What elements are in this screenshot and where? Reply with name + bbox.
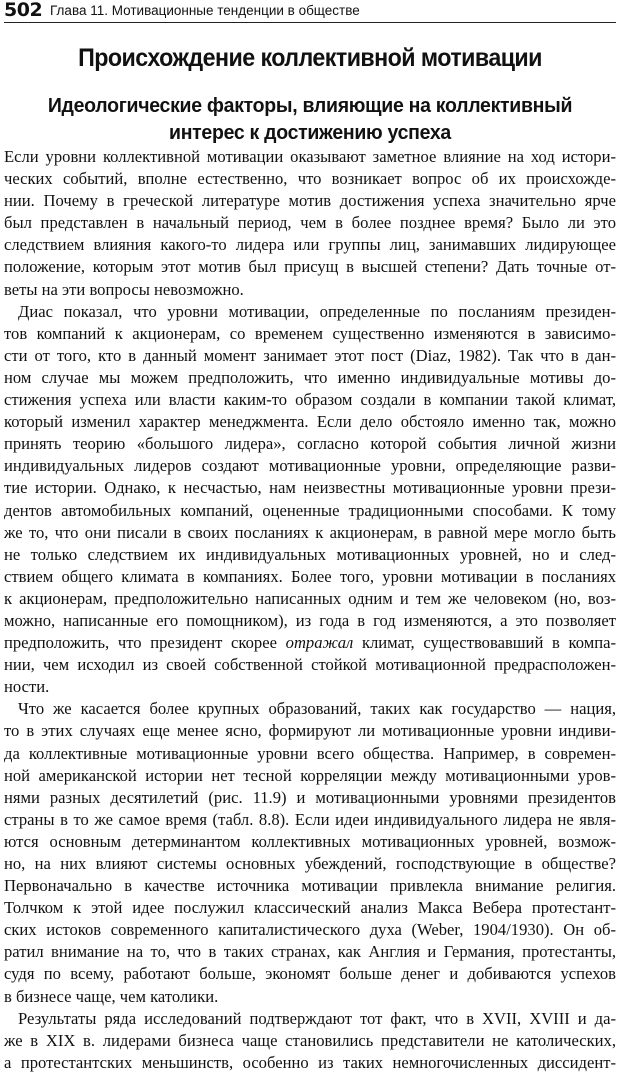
- text-line: к акционерам, предположительно написанных одним и тем же человеком (но, воз-: [4, 588, 616, 608]
- text-line: который изменил характер менеджмента. Если дело обстояло именно так, можно: [4, 412, 616, 432]
- subsection-title-line-1: Идеологические факторы, влияющие на коллективный: [47, 94, 573, 117]
- text-line: ной американской истории нет тесной корреляции между мотивационными уров-: [4, 765, 616, 785]
- text-line: нии, чем исходил из своей собственной стойкой мотивационной предрасположен-: [4, 655, 616, 675]
- section-title: Происхождение коллективной мотивации: [78, 44, 542, 72]
- text-line: Если уровни коллективной мотивации оказывают заметное влияние на ход истори-: [4, 147, 616, 166]
- text-line: Толчком к этой идее послужил классический анализ Макса Вебера протестант-: [4, 898, 616, 918]
- emphasis-word: отражал: [285, 633, 354, 653]
- text-line: дентов автомобильных компаний, оцененные традиционными способами. К тому: [4, 500, 616, 520]
- text-segment: предположить, что президент скорее: [4, 633, 277, 653]
- body-text: [4, 146, 616, 1074]
- text-segment: климат, существовавший в компа-: [361, 633, 616, 653]
- subsection-title: [16, 92, 605, 146]
- text-line: же в XIX в. лидерами бизнеса чаще становились представители не католических,: [4, 1030, 616, 1050]
- text-line: же то, что они писали в своих посланиях к акционерам, в равной мере могло быть: [4, 522, 616, 542]
- text-line: нями разных десятилетий (рис. 11.9) и мотивационными уровнями президентов: [4, 787, 616, 807]
- text-line: ских истоков современного капиталистического духа (Weber, 1904/1930). Он об-: [4, 920, 616, 940]
- text-line: не только следствием их индивидуальных мотивационных уровней, но и след-: [4, 544, 616, 564]
- text-line: судя по всему, работают больше, экономят больше денег и добиваются успехов: [4, 964, 616, 984]
- text-line: в бизнесе чаще, чем католики.: [4, 986, 219, 1006]
- text-line: сти от того, кто в данный момент занимает этот пост (Diaz, 1982). Так что в дан-: [4, 345, 616, 365]
- text-line-with-emphasis: [4, 632, 616, 654]
- text-line: Диас показал, что уровни мотивации, определенные по посланиям президен-: [18, 301, 616, 321]
- text-line: тов компаний к акционерам, со временем существенно изменяются в зависимо-: [4, 323, 616, 343]
- text-line: тие истории. Однако, к несчастью, нам неизвестны мотивационные уровни прези-: [4, 478, 616, 498]
- text-line: да коллективные мотивационные уровни всего общества. Например, в современ-: [4, 743, 616, 763]
- text-line: то в этих случаях еще менее ясно, формируют ли мотивационные уровни индиви-: [4, 721, 616, 741]
- text-line: ратил внимание на то, что в таких странах, как Англия и Германия, протестанты,: [4, 942, 616, 962]
- text-line: можно, написанные его помощником), из года в год изменяются, а это позволяет: [4, 610, 616, 630]
- text-line: следствием влияния какого-то лидера или группы лиц, занимавших лидирующее: [4, 235, 616, 255]
- text-line: стижения успеха или власти каким-то образом создали в компании такой климат,: [4, 390, 616, 410]
- text-line: веты на эти вопросы невозможно.: [4, 279, 244, 299]
- text-line: ческих событий, вполне естественно, что возникает вопрос об их происхожде-: [4, 169, 616, 189]
- text-line: принять теорию «большого лидера», согласно которой события личной жизни: [4, 434, 616, 454]
- text-line: ствием общего климата в компаниях. Более того, уровни мотивации в посланиях: [4, 566, 616, 586]
- text-line: Что же касается более крупных образований, таких как государство — нация,: [18, 699, 616, 719]
- text-line: Первоначально в качестве источника мотивации привлекла внимание религия.: [4, 876, 616, 896]
- text-line: Результаты ряда исследований подтверждают тот факт, что в XVII, XVIII и да-: [18, 1008, 616, 1028]
- subsection-title-line-2: интерес к достижению успеха: [169, 121, 451, 144]
- text-line: индивидуальных лидеров создают мотивационные уровни, определяющие разви-: [4, 456, 616, 476]
- chapter-running-head: Глава 11. Мотивационные тенденции в обществе: [50, 3, 360, 18]
- text-line: был представлен в начальный период, чем в более позднее время? Было ли это: [4, 213, 616, 233]
- text-line: но, на них влияют системы основных убеждений, господствующие в обществе?: [4, 854, 616, 873]
- text-line: нии. Почему в греческой литературе мотив достижения успеха значительно ярче: [4, 191, 616, 211]
- text-line: ном случае мы можем предположить, что именно индивидуальные мотивы до-: [4, 367, 616, 387]
- text-line: ности.: [4, 677, 50, 697]
- text-line: ются основным детерминантом коллективных мотивационных уровней, возмож-: [4, 831, 616, 851]
- running-header: [4, 0, 616, 23]
- text-line: а протестантских меньшинств, особенно из таких немногочисленных диссидент-: [4, 1052, 616, 1072]
- text-line: страны в то же самое время (табл. 8.8). Если идеи индивидуального лидера не явля-: [4, 809, 616, 829]
- page-number: 502: [4, 0, 43, 21]
- text-line: положение, которым этот мотив был присущ в высшей степени? Дать точные от-: [4, 257, 616, 277]
